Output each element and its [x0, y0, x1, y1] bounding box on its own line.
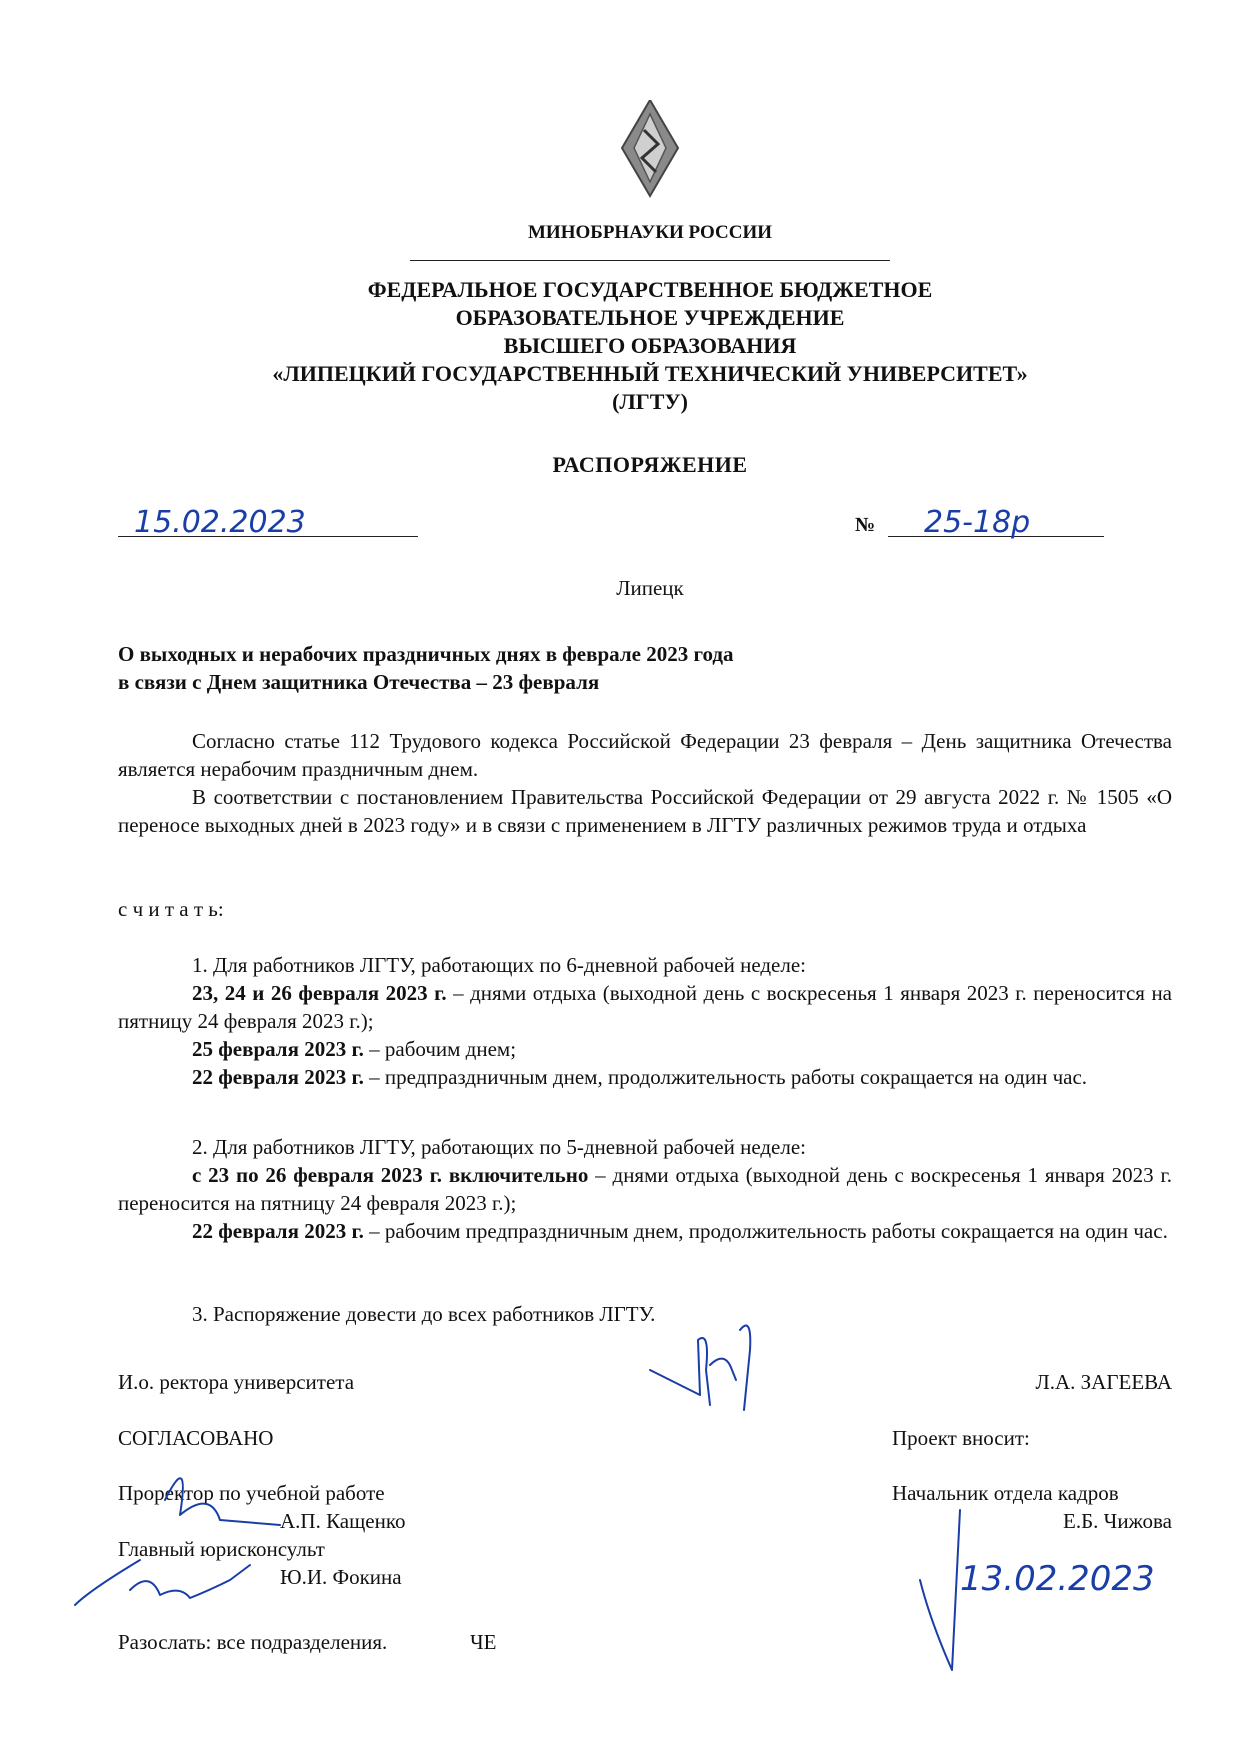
svg-text:25-18р: 25-18р — [924, 505, 1031, 540]
ministry-name: МИНОБРНАУКИ РОССИИ — [527, 222, 773, 243]
lawyer-title: Главный юрисконсульт — [118, 1537, 325, 1561]
org-line-1: ФЕДЕРАЛЬНОЕ ГОСУДАРСТВЕННОЕ БЮДЖЕТНОЕ — [367, 277, 933, 302]
distribution-note: Разослать: все подразделения. — [118, 1630, 388, 1654]
hr-title: Начальник отдела кадров — [892, 1481, 1119, 1505]
section-1-item-c-date: 22 февраля 2023 г. — [192, 1065, 364, 1089]
org-line-5: (ЛГТУ) — [612, 389, 688, 414]
section-2-item-a-date: с 23 по 26 февраля 2023 г. включительно — [192, 1163, 589, 1187]
svg-text:13.02.2023: 13.02.2023 — [960, 1559, 1155, 1599]
organization-name — [0, 276, 1240, 416]
agreed-label: СОГЛАСОВАНО — [118, 1426, 274, 1450]
section-1-item-b-date: 25 февраля 2023 г. — [192, 1037, 364, 1061]
section-1-item-c — [118, 1063, 1172, 1091]
section-2-item-a — [118, 1161, 1172, 1217]
section-1-item-c-text: – предпраздничным днем, продолжительность работы сокращается на один час. — [363, 1065, 1088, 1089]
section-2-item-b-text: – рабочим предпраздничным днем, продолжительность работы сокращается на один час. — [363, 1219, 1168, 1243]
executor-initials: ЧЕ — [470, 1630, 497, 1654]
org-line-3: ВЫСШЕГО ОБРАЗОВАНИЯ — [503, 333, 797, 358]
hr-signature-and-date — [900, 1500, 1160, 1680]
handwritten-date — [130, 500, 350, 540]
section-1-item-b-text: – рабочим днем; — [363, 1037, 517, 1061]
org-line-4: «ЛИПЕЦКИЙ ГОСУДАРСТВЕННЫЙ ТЕХНИЧЕСКИЙ УНИВЕРСИТЕТ» — [272, 361, 1028, 386]
approval-signatures — [70, 1440, 290, 1610]
paragraph-2: В соответствии с постановлением Правительства Российской Федерации от 29 августа 2022 г. № 1505 «О переносе выходных дней в 2023 году» и в связи с применением в ЛГТУ различных режимов труда и отдыха — [118, 785, 1172, 837]
rector-name: Л.А. ЗАГЕЕВА — [1035, 1370, 1172, 1394]
prorector-title: Проректор по учебной работе — [118, 1481, 385, 1505]
section-1-item-a-date: 23, 24 и 26 февраля 2023 г. — [192, 981, 447, 1005]
subject-heading — [118, 640, 733, 696]
document-type: РАСПОРЯЖЕНИЕ — [552, 452, 748, 477]
section-2-item-a-text: – днями отдыха (выходной день с воскресенья 1 января 2023 г. переносится на пятницу 24 февраля 2023 г.); — [118, 1163, 1172, 1215]
svg-text:15.02.2023: 15.02.2023 — [134, 505, 306, 540]
handwritten-number — [920, 500, 1100, 540]
resolution-word: с ч и т а т ь: — [118, 897, 224, 921]
rector-title: И.о. ректора университета — [118, 1370, 355, 1394]
lawyer-name: Ю.И. Фокина — [280, 1565, 402, 1589]
ministry-divider — [410, 260, 890, 261]
rector-signature — [640, 1310, 790, 1420]
section-2-title: 2. Для работников ЛГТУ, работающих по 5-дневной рабочей неделе: — [192, 1135, 807, 1159]
section-2-item-b — [118, 1217, 1172, 1245]
section-1-item-a-text: – днями отдыха (выходной день с воскресенья 1 января 2023 г. переносится на пятницу 24 февраля 2023 г.); — [118, 981, 1172, 1033]
section-2-item-b-date: 22 февраля 2023 г. — [192, 1219, 364, 1243]
project-by-label: Проект вносит: — [892, 1426, 1030, 1450]
hr-name: Е.Б. Чижова — [1063, 1509, 1172, 1533]
section-1-item-a — [118, 979, 1172, 1035]
university-logo-icon — [620, 100, 680, 200]
section-1-item-b — [118, 1035, 1172, 1063]
org-line-2: ОБРАЗОВАТЕЛЬНОЕ УЧРЕЖДЕНИЕ — [455, 305, 845, 330]
section-1-title: 1. Для работников ЛГТУ, работающих по 6-дневной рабочей неделе: — [192, 953, 807, 977]
prorector-name: А.П. Кащенко — [280, 1509, 406, 1533]
section-3: 3. Распоряжение довести до всех работников ЛГТУ. — [192, 1302, 656, 1326]
subject-line-1: О выходных и нерабочих праздничных днях в феврале 2023 года — [118, 642, 734, 666]
city: Липецк — [616, 576, 684, 600]
subject-line-2: в связи с Днем защитника Отечества – 23 февраля — [118, 670, 600, 694]
paragraph-1: Согласно статье 112 Трудового кодекса Российской Федерации 23 февраля – День защитника Отечества является нерабочим праздничным днем. — [118, 729, 1172, 781]
number-sign: № — [855, 514, 876, 536]
